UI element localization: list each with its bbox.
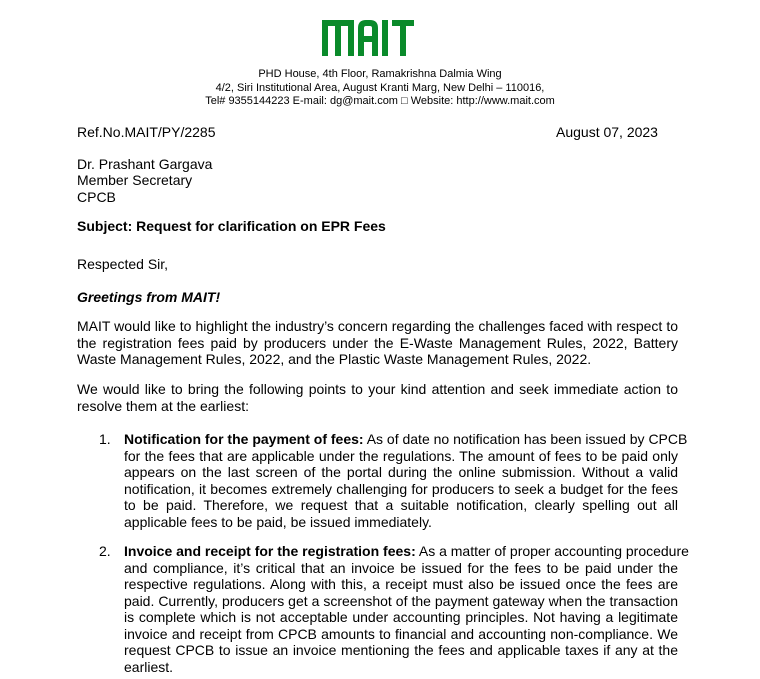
point-number: 2. <box>99 543 111 559</box>
salutation: Respected Sir, <box>77 256 169 272</box>
subject-line: Subject: Request for clarification on EPR Fees <box>77 218 386 234</box>
intro-line: the registration fees paid by producers under the E-Waste Management Rules, 2022, Battery <box>77 334 678 351</box>
intro-paragraph <box>77 318 678 368</box>
request-line: resolve them at the earliest: <box>77 397 249 414</box>
point-line: appears on the last screen of the portal during the online submission. Without a valid <box>124 464 678 480</box>
recipient-title: Member Secretary <box>77 172 193 188</box>
request-paragraph <box>77 381 678 414</box>
point-line: invoice and receipt from CPCB amounts to financial and accounting non-compliance. We <box>124 625 678 642</box>
greeting: Greetings from MAIT! <box>77 289 221 305</box>
point-line: paid. Currently, producers get a screenshot of the payment gateway when the transaction <box>124 592 678 609</box>
point-line: is complete which is not acceptable under accounting principles. Not having a legitimate <box>124 609 678 625</box>
address-line-2: 4/2, Siri Institutional Area, August Kranti Marg, New Delhi – 110016, <box>215 82 545 94</box>
point-2 <box>124 543 689 675</box>
recipient-org: CPCB <box>77 189 116 205</box>
point-line: and compliance, it’s critical that an invoice be issued for the fees to be paid under the <box>124 559 678 576</box>
point-line: respective regulations. Along with this, a receipt must also be issued once the fees are <box>124 576 678 592</box>
letter-date: August 07, 2023 <box>556 124 658 140</box>
point-1 <box>124 431 688 530</box>
address-line-3: Tel# 9355144223 E-mail: dg@mait.com □ Website: http://www.mait.com <box>205 95 555 107</box>
intro-line: Waste Management Rules, 2022, and the Plastic Waste Management Rules, 2022. <box>77 351 592 367</box>
point-line: to be paid. Therefore, we request that a suitable notification, clearly spelling out all <box>124 497 678 513</box>
point-heading: Notification for the payment of fees: <box>124 431 364 447</box>
recipient-name: Dr. Prashant Gargava <box>77 156 213 172</box>
point-line: request CPCB to issue an invoice mentioning the fees and applicable taxes if any at the <box>124 642 678 658</box>
point-text: As a matter of proper accounting procedure <box>415 543 689 559</box>
reference-number: Ref.No.MAIT/PY/2285 <box>77 124 216 140</box>
point-text: As of date no notification has been issued by CPCB <box>363 431 688 447</box>
address-line-1: PHD House, 4th Floor, Ramakrishna Dalmia Wing <box>258 68 502 80</box>
intro-line: MAIT would like to highlight the industry’s concern regarding the challenges faced with respect to <box>77 318 678 334</box>
point-line: for the fees that are applicable under the regulations. The amount of fees to be paid only <box>124 447 678 464</box>
mait-logo <box>322 14 414 58</box>
point-line: notification, it becomes extremely challenging for producers to seek a budget for the fees <box>124 480 678 497</box>
point-line: earliest. <box>124 658 174 675</box>
point-number: 1. <box>99 431 111 447</box>
request-line: We would like to bring the following points to your kind attention and seek immediate action to <box>77 381 678 397</box>
point-heading: Invoice and receipt for the registration fees: <box>124 543 416 559</box>
point-line: applicable fees to be paid, be issued immediately. <box>124 513 432 530</box>
